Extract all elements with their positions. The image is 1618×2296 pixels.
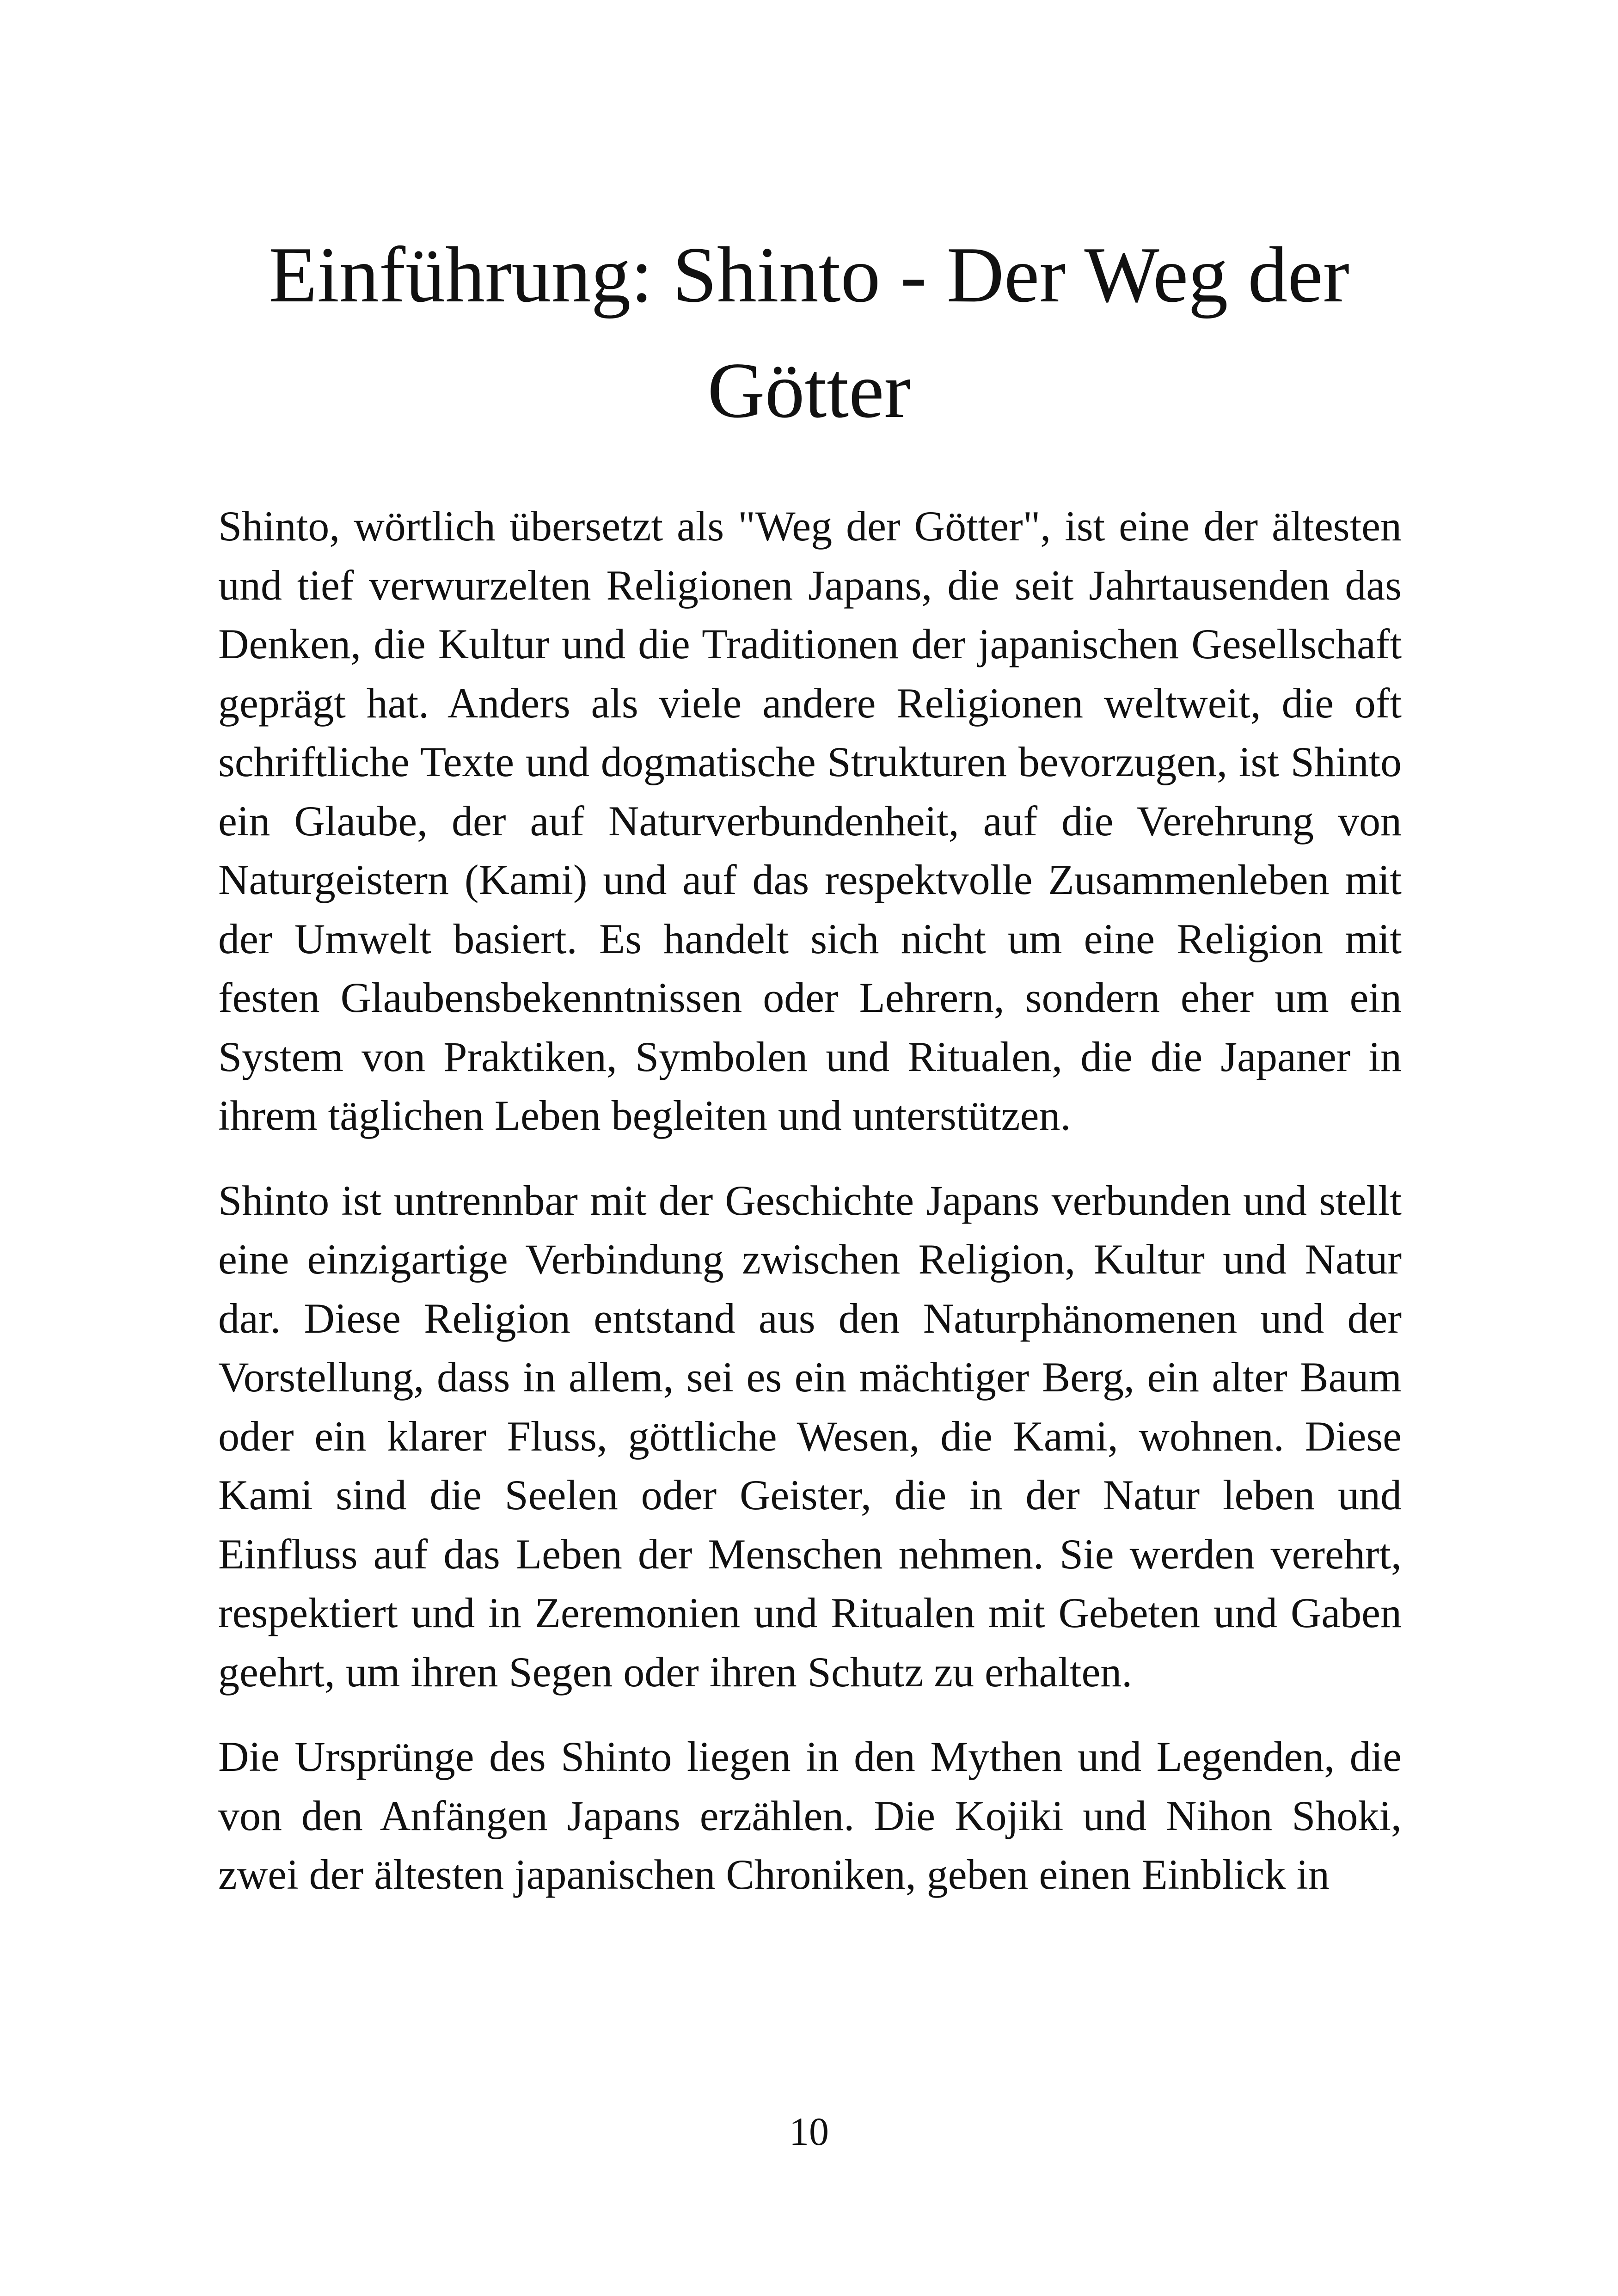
page-title: Einführung: Shinto - Der Weg der Götter bbox=[269, 231, 1349, 435]
page-number: 10 bbox=[789, 2109, 829, 2154]
paragraph-1: Shinto, wörtlich übersetzt als "Weg der Götter", ist eine der ältesten und tief verwurzelten Religionen Japans, die seit Jahrtausenden das Denken, die Kultur und die Traditionen der japanischen Gesellschaft geprägt hat. Anders als viele andere Religionen weltweit, die oft schriftliche Texte und dogmatische Strukturen bevorzugen, ist Shinto ein Glaube, der auf Naturverbundenheit, auf die Verehrung von Naturgeistern (Kami) und auf das respektvolle Zusammenleben mit der Umwelt basiert. Es handelt sich nicht um eine Religion mit festen Glaubensbekenntnissen oder Lehrern, sondern eher um ein System von Praktiken, Symbolen und Ritualen, die die Japaner in ihrem täglichen Leben begleiten und unterstützen. bbox=[218, 502, 1402, 1139]
paragraph-3: Die Ursprünge des Shinto liegen in den Mythen und Legenden, die von den Anfängen Japans erzählen. Die Kojiki und Nihon Shoki, zwei der ältesten japanischen Chroniken, geben einen Einblick in bbox=[218, 1733, 1402, 1898]
body-text bbox=[218, 497, 1402, 1930]
paragraph-2: Shinto ist untrennbar mit der Geschichte Japans verbunden und stellt eine einzigartige Verbindung zwischen Religion, Kultur und Natur dar. Diese Religion entstand aus den Naturphänomenen und der Vorstellung, dass in allem, sei es ein mächtiger Berg, ein alter Baum oder ein klarer Fluss, göttliche Wesen, die Kami, wohnen. Diese Kami sind die Seelen oder Geister, die in der Natur leben und Einfluss auf das Leben der Menschen nehmen. Sie werden verehrt, respektiert und in Zeremonien und Ritualen mit Gebeten und Gaben geehrt, um ihren Segen oder ihren Schutz zu erhalten. bbox=[218, 1176, 1402, 1696]
